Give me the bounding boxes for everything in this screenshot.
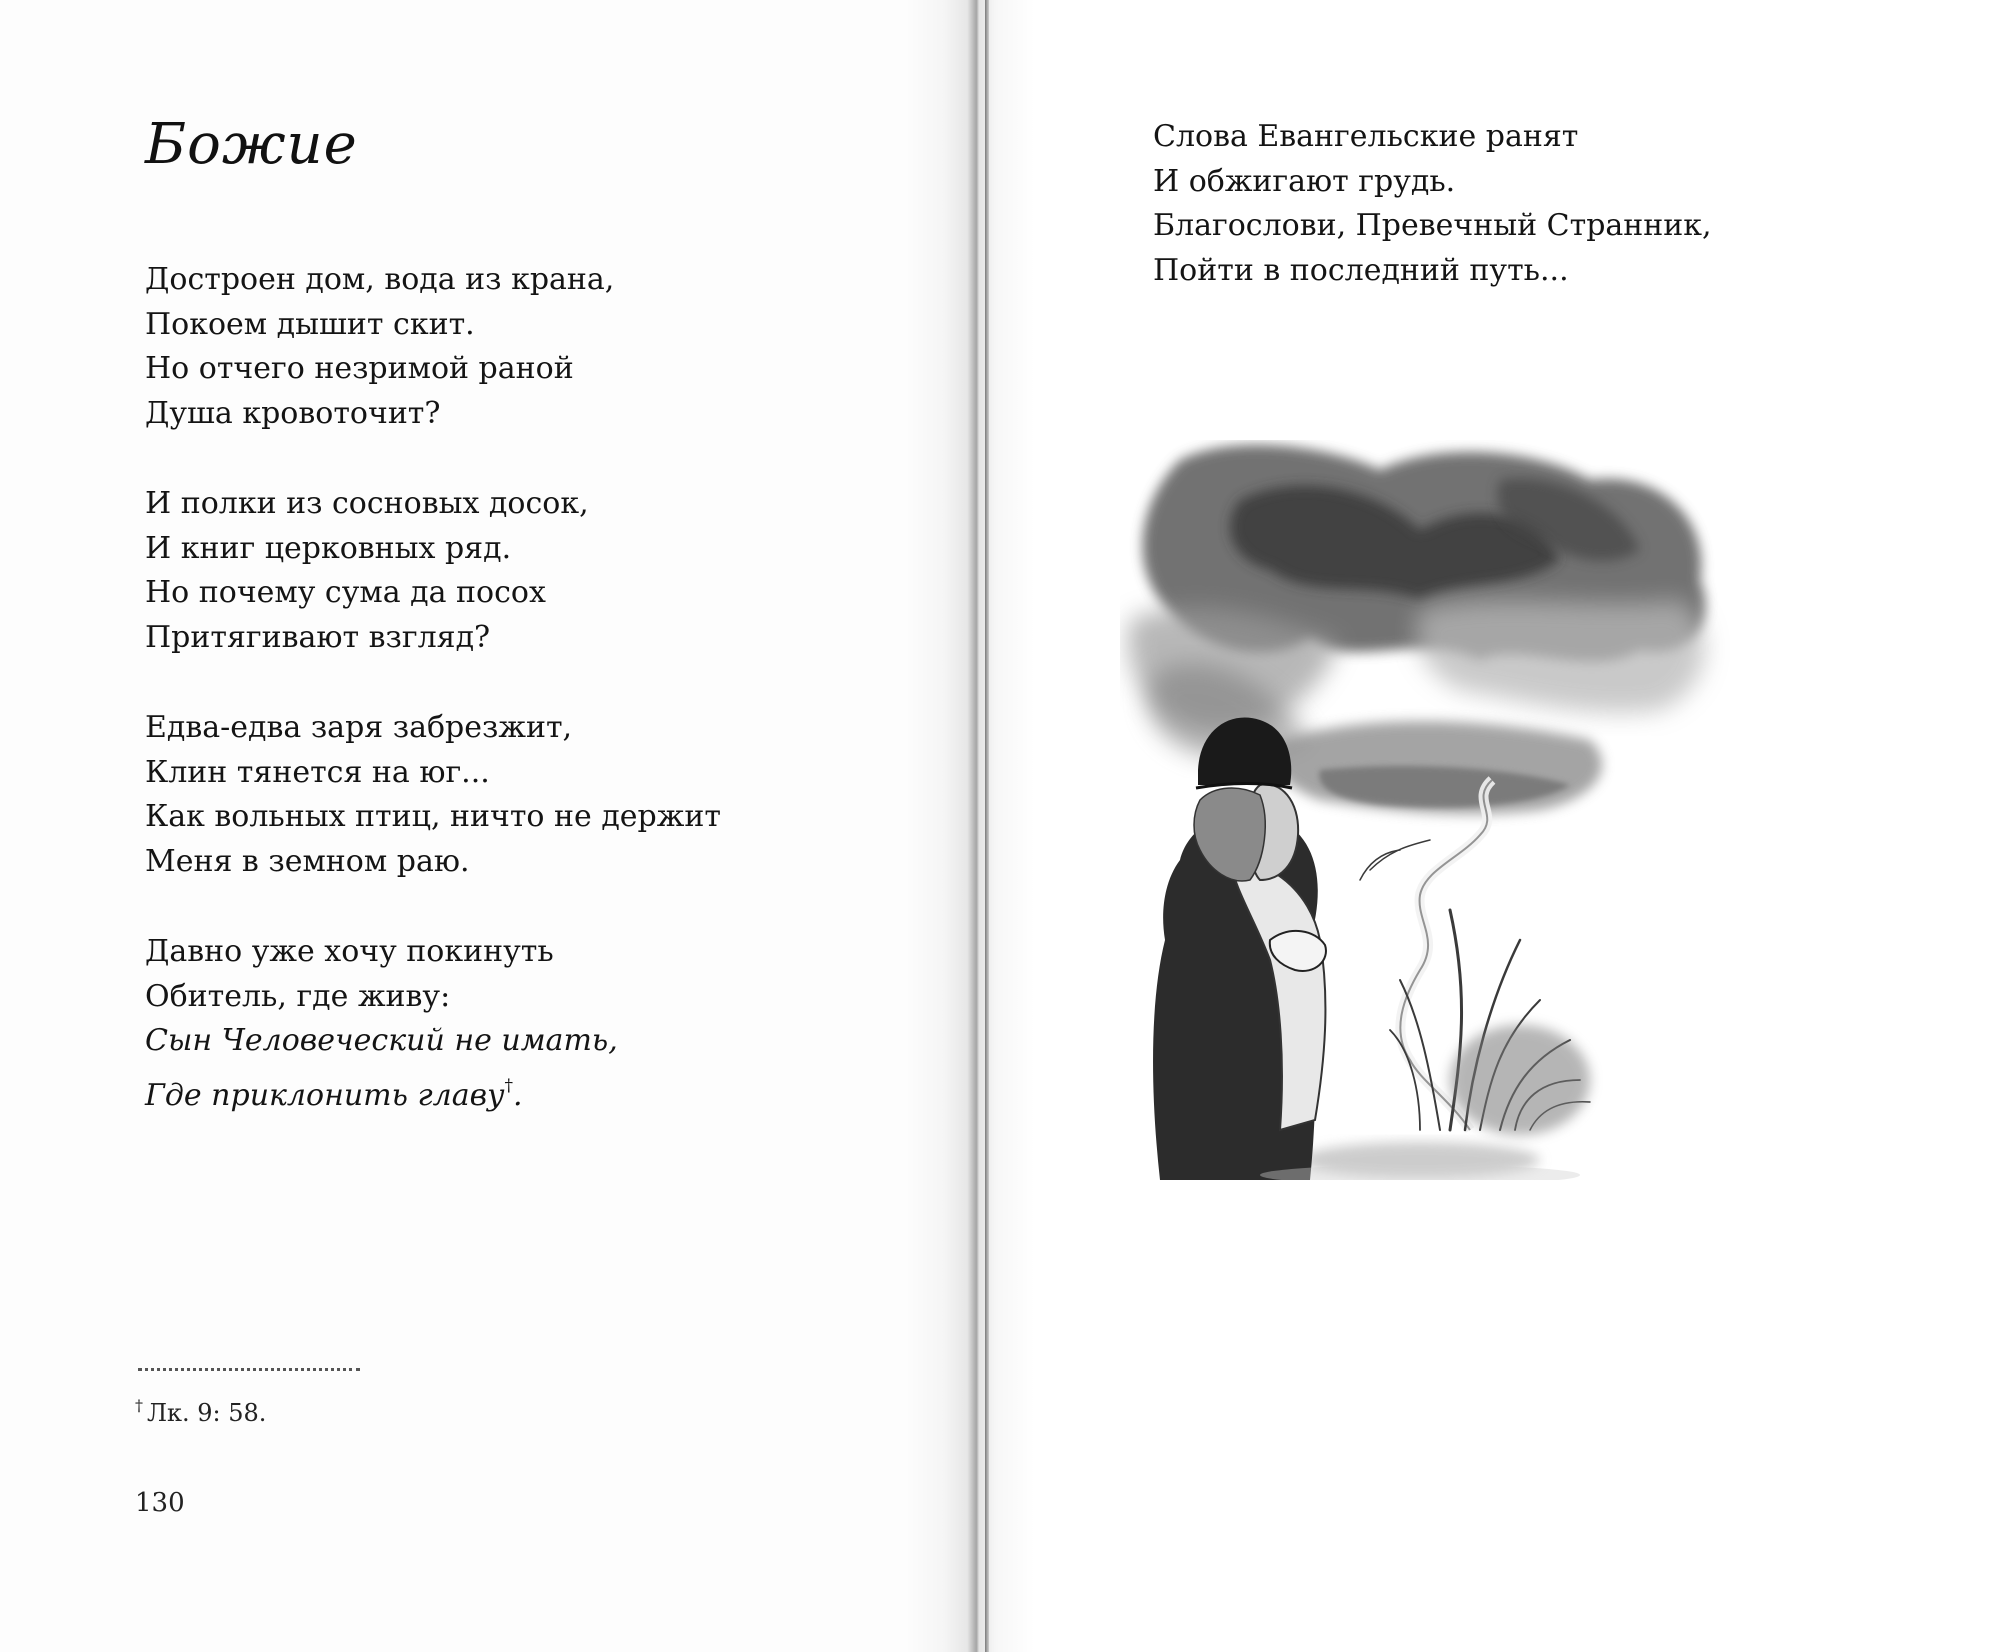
stanza-4 [145,930,618,1118]
verse-line: Меня в земном раю. [145,843,470,879]
verse-line: Клин тянется на юг... [145,754,490,790]
verse-line-quote: Сын Человеческий не имать, [145,1023,618,1058]
verse-line-quote-last: Где приклонить главу†. [145,1075,523,1113]
stanza-3 [145,706,721,884]
stanza-2 [145,482,589,660]
verse-line: Обитель, где живу: [145,978,451,1014]
stanza-1 [145,258,614,436]
verse-line: Едва-едва заря забрезжит, [145,710,573,745]
verse-line: Покоем дышит скит. [145,306,475,342]
verse-line: И полки из сосновых досок, [145,486,589,521]
storm-clouds [1128,445,1705,759]
verse-line: Благослови, Превечный Странник, [1153,208,1712,243]
verse-line: Притягивают взгляд? [145,619,491,655]
verse-line: Слова Евангельские ранят [1153,119,1579,154]
verse-line: Достроен дом, вода из крана, [145,262,615,297]
book-gutter-shadow [905,0,1035,1652]
verse-line: И обжигают грудь. [1153,163,1456,199]
footnote-symbol: † [135,1396,143,1415]
verse-line: Как вольных птиц, ничто не держит [145,799,721,834]
monk-wanderer-illustration [1120,440,1740,1180]
verse-line: Душа кровоточит? [145,395,441,431]
verse-line: Но почему сума да посох [145,575,546,610]
verse-line: Но отчего незримой раной [145,351,574,386]
verse-line: Давно уже хочу покинуть [145,934,554,969]
footnote-reference-mark[interactable]: † [504,1075,514,1096]
book-gutter [985,0,989,1652]
footnote [135,1396,266,1427]
footnote-text: Лк. 9: 58. [147,1399,267,1427]
left-page [0,0,990,1652]
distant-valley [1272,721,1602,814]
stanza-continuation [1153,115,1712,293]
footnote-separator [138,1368,360,1371]
verse-line: Пойти в последний путь... [1153,252,1569,288]
poem-title: Божие [145,112,358,177]
page-number: 130 [135,1488,185,1518]
verse-line-text: Где приклонить главу [145,1077,505,1113]
verse-line: И книг церковных ряд. [145,530,512,566]
